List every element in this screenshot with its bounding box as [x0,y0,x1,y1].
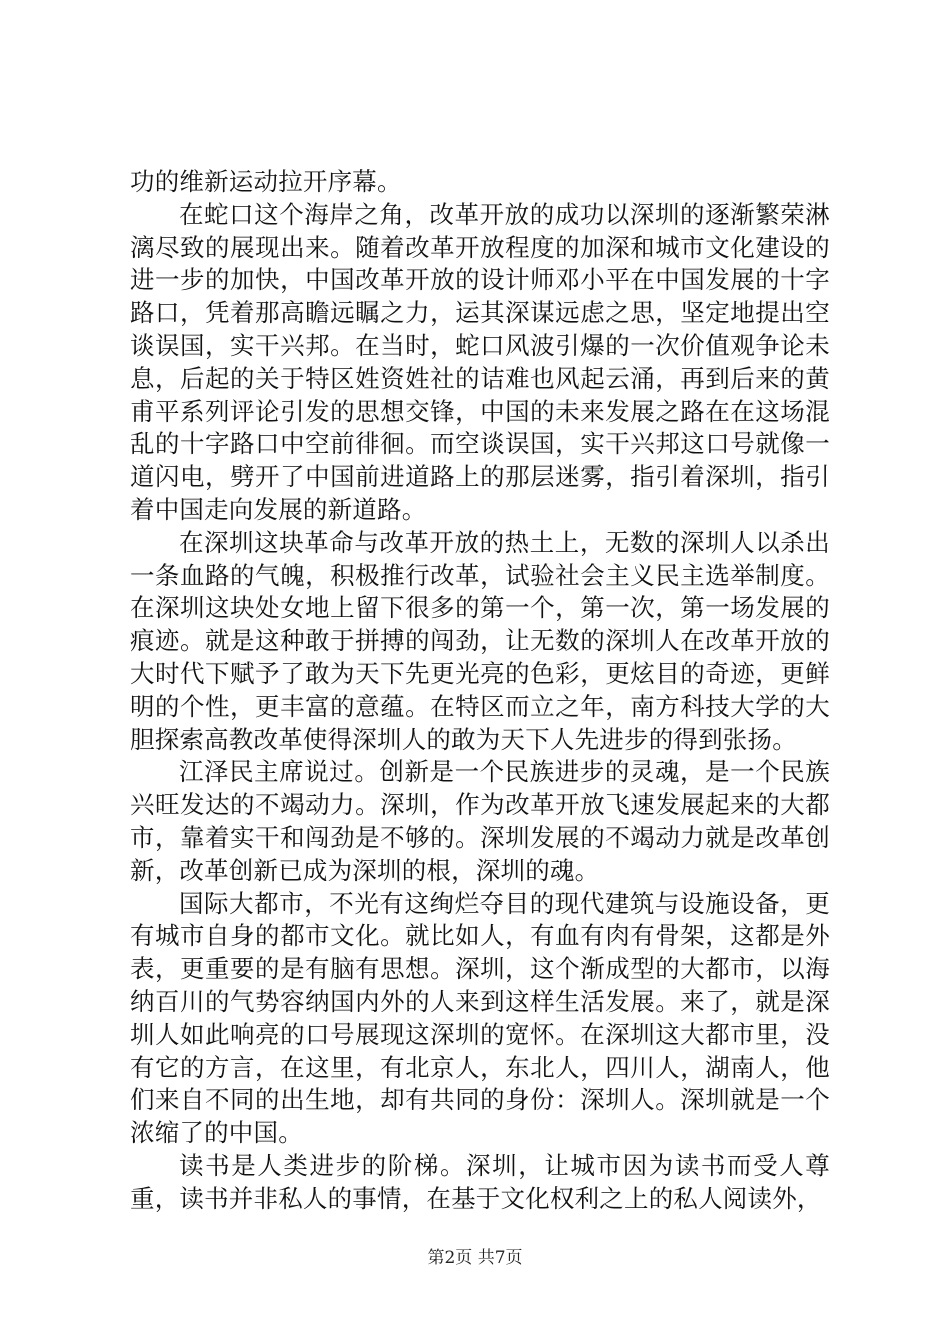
paragraph-3: 在深圳这块革命与改革开放的热土上，无数的深圳人以杀出一条血路的气魄，积极推行改革，试验社会主义民主选举制度。在深圳这块处女地上留下很多的第一个，第一次，第一场发展的痕迹。就是这种敢于拼搏的闯劲，让无数的深圳人在改革开放的大时代下赋予了敢为天下先更光亮的色彩，更炫目的奇迹，更鲜明的个性，更丰富的意蕴。在特区而立之年，南方科技大学的大胆探索高教改革使得深圳人的敢为天下人先进步的得到张扬。 [130,527,830,754]
page-number-footer: 第2页 共7页 [427,1248,523,1268]
paragraph-1: 功的维新运动拉开序幕。 [130,167,402,196]
paragraph-2: 在蛇口这个海岸之角，改革开放的成功以深圳的逐渐繁荣淋漓尽致的展现出来。随着改革开放程度的加深和城市文化建设的进一步的加快，中国改革开放的设计师邓小平在中国发展的十字路口，凭着那高瞻远瞩之力，运其深谋远虑之思，坚定地提出空谈误国，实干兴邦。在当时，蛇口风波引爆的一次价值观争论未息，后起的关于特区姓资姓社的诘难也风起云涌，再到后来的黄甫平系列评论引发的思想交锋，中国的未来发展之路在在这场混乱的十字路口中空前徘徊。而空谈误国，实干兴邦这口号就像一道闪电，劈开了中国前进道路上的那层迷雾，指引着深圳，指引着中国走向发展的新道路。 [130,199,830,524]
paragraph-6: 读书是人类进步的阶梯。深圳，让城市因为读书而受人尊重，读书并非私人的事情，在基于文化权利之上的私人阅读外， [130,1150,830,1213]
paragraph-4: 江泽民主席说过。创新是一个民族进步的灵魂，是一个民族兴旺发达的不竭动力。深圳，作为改革开放飞速发展起来的大都市，靠着实干和闯劲是不够的。深圳发展的不竭动力就是改革创新，改革创新已成为深圳的根，深圳的魂。 [130,757,830,885]
document-body [130,166,830,1216]
paragraph-5: 国际大都市，不光有这绚烂夺目的现代建筑与设施设备，更有城市自身的都市文化。就比如人，有血有肉有骨架，这都是外表，更重要的是有脑有思想。深圳，这个渐成型的大都市，以海纳百川的气势容纳国内外的人来到这样生活发展。来了，就是深圳人如此响亮的口号展现这深圳的宽怀。在深圳这大都市里，没有它的方言，在这里，有北京人，东北人，四川人，湖南人，他们来自不同的出生地，却有共同的身份：深圳人。深圳就是一个浓缩了的中国。 [130,888,830,1148]
